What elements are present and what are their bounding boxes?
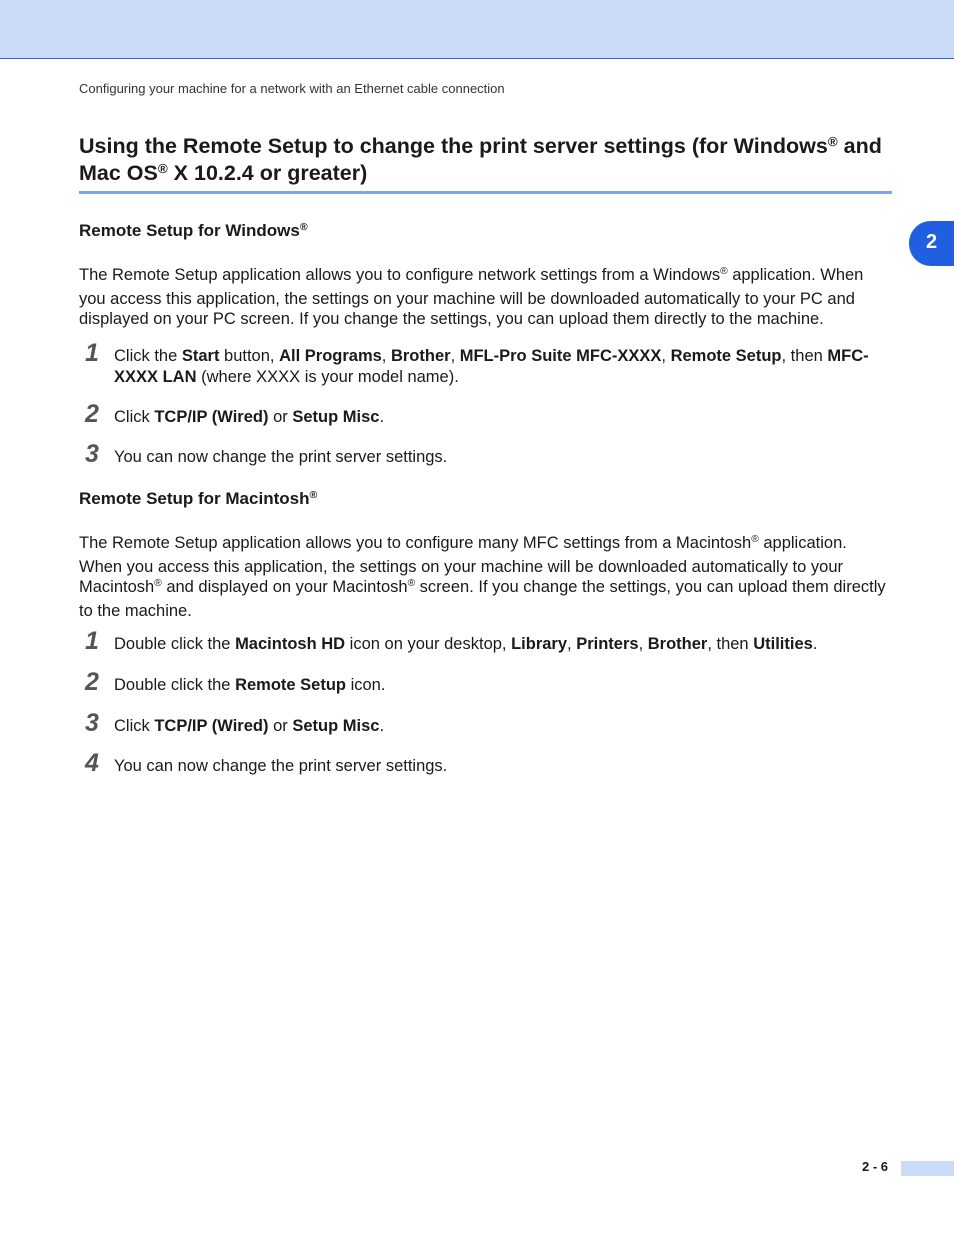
ui-term: MFC-XXXX LAN (114, 347, 869, 386)
page-title (79, 134, 894, 188)
step-text-part: (where XXXX is your model name). (196, 367, 459, 386)
ui-term: Library (511, 635, 568, 653)
step-text-part: . (379, 408, 385, 426)
paragraph-text: The Remote Setup application allows you to configure many MFC settings from a Macintosh (79, 534, 752, 552)
windows-intro-paragraph (79, 265, 894, 330)
step-text-part: You can now change the print server settings. (114, 757, 448, 775)
step-number: 3 (85, 440, 99, 468)
ui-term: Brother (390, 347, 451, 365)
ui-term: TCP/IP (Wired) (154, 717, 269, 735)
step-text-part: or (268, 408, 293, 426)
paragraph-text: screen. If you change the settings, you can upload them directly to the machine. (79, 578, 886, 620)
section-heading-text: Remote Setup for Macintosh (79, 489, 310, 508)
step-text-part: Double click the (114, 676, 236, 694)
ui-term: TCP/IP (Wired) (154, 408, 269, 426)
registered-mark: ® (309, 489, 318, 502)
step-text-part: You can now change the print server settings. (114, 448, 448, 466)
step-text (114, 756, 894, 777)
step-text (114, 675, 894, 696)
ui-term: Setup Misc (292, 408, 380, 426)
section-heading-macintosh (79, 489, 317, 509)
ui-term: Setup Misc (292, 717, 380, 735)
paragraph-text: and displayed on your Macintosh (161, 578, 408, 596)
step-text (114, 634, 894, 655)
step-text-part: , then (707, 635, 754, 653)
ui-term: Start (181, 347, 220, 365)
ui-term: Brother (647, 635, 708, 653)
registered-mark: ® (299, 221, 308, 234)
macintosh-intro-paragraph (79, 533, 894, 621)
step-text-part: Click the (114, 347, 182, 365)
ui-term: Macintosh HD (235, 635, 346, 653)
paragraph-text: application. When you access this application, the settings on your machine will be downloaded automatically to your PC and displayed on your PC screen. If you change the settings, you can upload them directly to the machine. (79, 266, 864, 328)
ui-term: Printers (576, 635, 639, 653)
paragraph-text: application. When you access this application, the settings on your machine will be downloaded automatically to your Macintosh (79, 534, 847, 596)
registered-mark: ® (407, 578, 416, 590)
step-text (114, 346, 894, 387)
paragraph-text: The Remote Setup application allows you to configure network settings from a Windows (79, 266, 721, 284)
title-part3: Mac OS (79, 161, 158, 185)
step-text-part: Click (114, 717, 155, 735)
step-number: 1 (85, 627, 99, 655)
section-heading-windows (79, 221, 308, 241)
ui-term: Remote Setup (670, 347, 782, 365)
title-part1: Using the Remote Setup to change the print server settings (for Windows (79, 134, 828, 158)
step-text (114, 407, 894, 428)
step-text (114, 447, 894, 468)
step-text-part: . (812, 635, 818, 653)
step-number: 1 (85, 339, 99, 367)
step-text-part: , (638, 635, 648, 653)
step-text-part: , (661, 347, 671, 365)
ui-term: MFL-Pro Suite MFC-XXXX (459, 347, 662, 365)
page-number-bar (901, 1161, 954, 1176)
step-text-part: , (567, 635, 577, 653)
step-text-part: button, (219, 347, 280, 365)
registered-mark: ® (720, 266, 728, 278)
step-number: 4 (85, 749, 99, 777)
ui-term: All Programs (279, 347, 382, 365)
title-part2: and (837, 134, 882, 158)
chapter-tab (909, 221, 954, 266)
registered-mark: ® (157, 160, 168, 176)
registered-mark: ® (154, 578, 162, 590)
step-text-part: Click (114, 408, 155, 426)
step-text-part: , (381, 347, 391, 365)
step-text-part: icon. (346, 676, 386, 694)
registered-mark: ® (751, 534, 759, 546)
step-text-part: or (268, 717, 293, 735)
chapter-tab-number: 2 (926, 231, 938, 253)
step-text-part: icon on your desktop, (345, 635, 512, 653)
ui-term: Utilities (753, 635, 813, 653)
step-number: 3 (85, 709, 99, 737)
step-text-part: , (450, 347, 460, 365)
title-rule (79, 191, 892, 194)
step-number: 2 (85, 400, 99, 428)
running-header: Configuring your machine for a network with an Ethernet cable connection (79, 81, 505, 96)
step-text-part: Double click the (114, 635, 236, 653)
step-text-part: , then (781, 347, 828, 365)
title-part4: X 10.2.4 or greater) (167, 161, 368, 185)
header-band (0, 0, 954, 59)
step-text (114, 716, 894, 737)
registered-mark: ® (827, 133, 838, 149)
step-number: 2 (85, 668, 99, 696)
page-number: 2 - 6 (862, 1159, 889, 1174)
ui-term: Remote Setup (235, 676, 346, 694)
step-text-part: . (379, 717, 385, 735)
section-heading-text: Remote Setup for Windows (79, 221, 300, 240)
